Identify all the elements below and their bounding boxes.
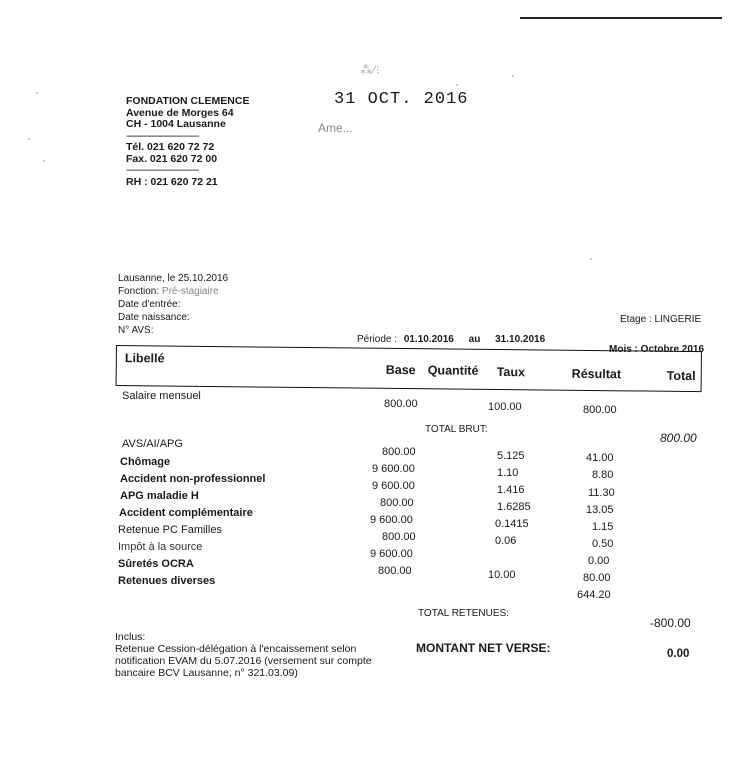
deduction-result: 8.80 <box>592 469 614 481</box>
deduction-result: 41.00 <box>586 452 614 464</box>
scan-speck <box>590 258 592 260</box>
stamp-code: ⁂⁄⁝ <box>360 63 381 77</box>
deduction-label: APG maladie H <box>120 490 199 502</box>
scan-speck <box>28 138 30 140</box>
deduction-result: 13.05 <box>586 504 614 516</box>
deduction-label: Chômage <box>120 456 171 468</box>
function-label: Fonction: <box>118 286 160 297</box>
deduction-base: 9 600.00 <box>372 480 415 492</box>
total-brut-value: 800.00 <box>660 431 697 445</box>
deduction-result: 1.15 <box>592 521 614 533</box>
deduction-taux: 0.1415 <box>495 518 529 530</box>
separator: ----------------------------- <box>126 164 199 176</box>
deduction-base: 800.00 <box>382 446 416 458</box>
scan-speck <box>36 92 38 94</box>
etage: Etage : LINGERIE <box>620 314 702 325</box>
deduction-taux: 1.416 <box>497 484 525 496</box>
stamp-date: 31 OCT. 2016 <box>334 90 469 109</box>
inclus-label: Inclus: <box>115 631 146 643</box>
deduction-label: Accident non-professionnel <box>120 473 266 485</box>
deduction-label: Sûretés OCRA <box>118 558 194 570</box>
header-taux: Taux <box>496 364 526 380</box>
deduction-result: 80.00 <box>583 572 611 584</box>
header-quantite: Quantité <box>427 363 479 378</box>
place-date: Lausanne, le 25.10.2016 <box>118 273 229 284</box>
deduction-base: 9 600.00 <box>372 463 415 475</box>
header-resultat: Résultat <box>571 366 622 382</box>
company-name: FONDATION CLEMENCE <box>126 95 250 107</box>
employee-block <box>118 272 228 337</box>
deduction-result: 11.30 <box>588 487 615 499</box>
scan-speck <box>43 160 45 162</box>
deduction-base: 9 600.00 <box>370 514 413 526</box>
company-block <box>126 96 249 188</box>
total-retenues-label: TOTAL RETENUES: <box>418 608 509 619</box>
top-rule <box>520 17 722 19</box>
company-city: CH - 1004 Lausanne <box>126 118 226 130</box>
deduction-taux: 10.00 <box>488 569 516 581</box>
month: Mois : Octobre 2016 <box>609 344 705 355</box>
salary-result: 800.00 <box>583 404 617 416</box>
deduction-base: 9 600.00 <box>370 548 413 560</box>
deduction-result: 644.20 <box>577 589 611 601</box>
period-line <box>357 334 553 345</box>
deduction-result: 0.00 <box>588 555 610 567</box>
period-from: 01.10.2016 <box>403 334 454 345</box>
period-to: 31.10.2016 <box>495 334 546 345</box>
salary-label: Salaire mensuel <box>122 390 201 402</box>
deduction-taux: 0.06 <box>495 535 517 547</box>
scan-speck <box>456 84 458 86</box>
salary-base: 800.00 <box>384 398 418 410</box>
period-label: Période : <box>357 334 398 345</box>
header-total: Total <box>666 368 696 384</box>
header-base: Base <box>385 362 416 378</box>
deduction-taux: 1.6285 <box>497 501 531 513</box>
deduction-result: 0.50 <box>592 538 614 550</box>
deduction-label: Retenue PC Familles <box>118 524 222 536</box>
inclus-text: Retenue Cession-délégation à l'encaissement selon notification EVAM du 5.07.2016 (versement sur compte bancaire BCV Lausanne, n° 321.03.09) <box>115 643 372 679</box>
deduction-base: 800.00 <box>378 565 412 577</box>
scan-speck <box>512 75 514 77</box>
table-header <box>116 344 705 392</box>
deduction-base: 800.00 <box>382 531 416 543</box>
company-fax: Fax. 021 620 72 00 <box>126 152 218 165</box>
header-libelle: Libellé <box>124 351 165 366</box>
company-hr-phone: RH : 021 620 72 21 <box>126 175 218 188</box>
total-retenues-value: -800.00 <box>650 616 691 630</box>
function-value: Pré-stagiaire <box>161 286 219 297</box>
deduction-label: Accident complémentaire <box>119 507 253 519</box>
birth-date-label: Date naissance: <box>118 312 190 323</box>
inclus-note <box>115 631 405 679</box>
total-brut-label: TOTAL BRUT: <box>425 424 488 435</box>
net-amount-value: 0.00 <box>667 648 690 660</box>
salary-taux: 100.00 <box>488 401 522 413</box>
period-to-label: au <box>468 334 481 345</box>
deduction-label: Retenues diverses <box>118 575 216 587</box>
deduction-taux: 1.10 <box>497 467 519 479</box>
entry-date-label: Date d'entrée: <box>118 299 181 310</box>
deduction-base: 800.00 <box>380 497 414 509</box>
separator: ----------------------------- <box>126 129 199 142</box>
function-line <box>118 285 228 298</box>
avs-label: N° AVS: <box>118 325 154 336</box>
company-phone: Tél. 021 620 72 72 <box>126 141 215 153</box>
net-amount-label: MONTANT NET VERSE: <box>416 641 551 655</box>
deduction-taux: 5.125 <box>497 450 525 462</box>
deduction-label: Impôt à la source <box>118 541 203 553</box>
company-street: Avenue de Morges 64 <box>126 106 234 119</box>
stamp-note: Ame... <box>318 121 353 135</box>
deduction-label: AVS/AI/APG <box>122 438 183 450</box>
